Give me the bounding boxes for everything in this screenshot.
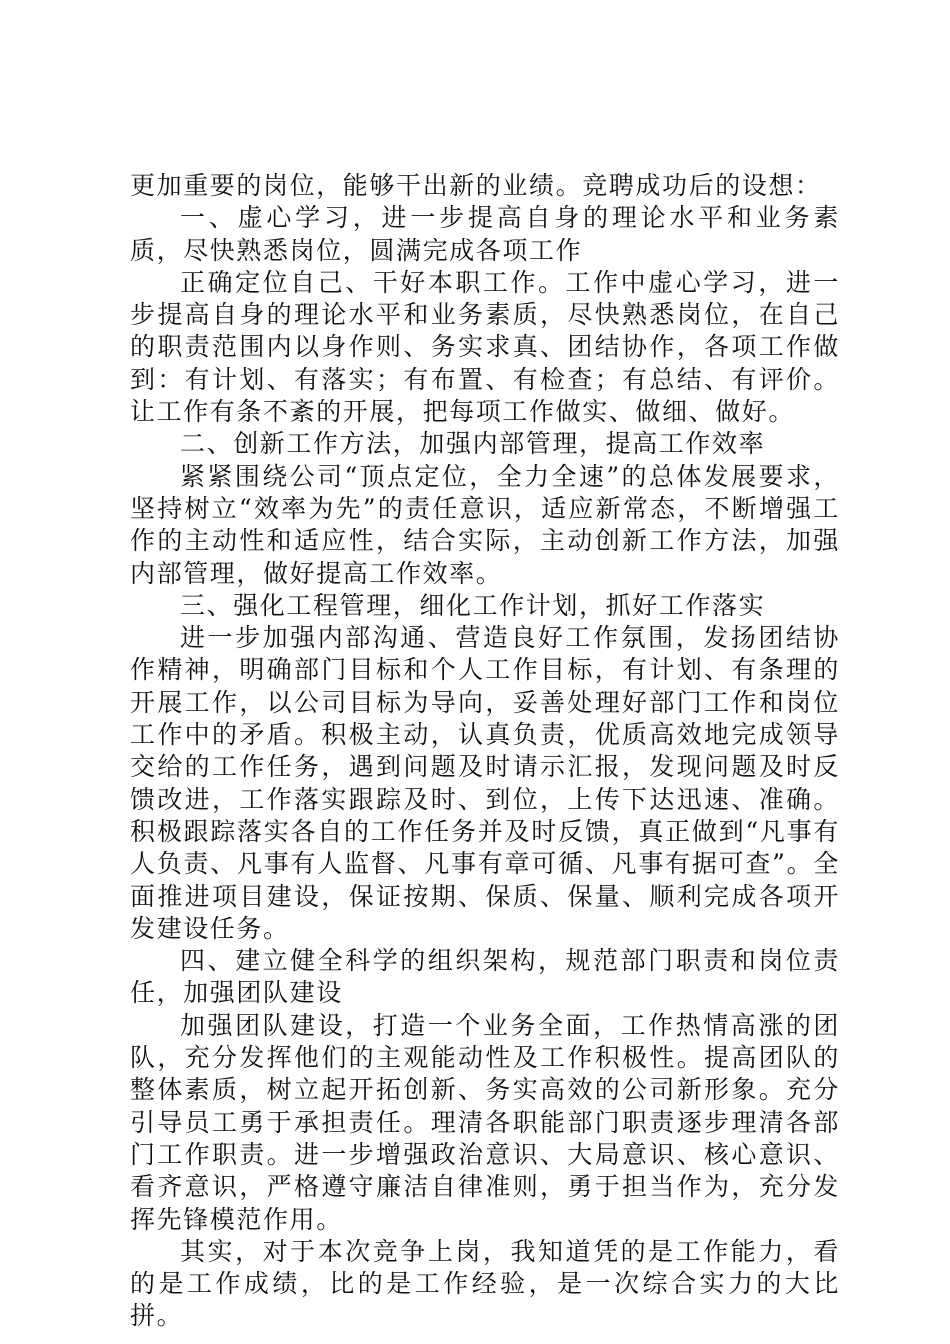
paragraph-intro: 更加重要的岗位，能够干出新的业绩。竞聘成功后的设想： — [130, 171, 822, 200]
paragraph-section-1: 正确定位自己、干好本职工作。工作中虚心学习，进一步提高自身的理论水平和业务素质，尽快熟悉岗位，在自己的职责范围内以身作则、务实求真、团结协作，各项工作做到：有计划、有落实；有布置、有检查；有总结、有评价。让工作有条不紊的开展，把每项工作做实、做细、做好。 — [130, 267, 840, 427]
document-body — [130, 170, 840, 1333]
paragraph-section-2: 紧紧围绕公司“顶点定位，全力全速”的总体发展要求，坚持树立“效率为先”的责任意识，适应新常态，不断增强工作的主动性和适应性，结合实际，主动创新工作方法，加强内部管理，做好提高工作效率。 — [130, 461, 840, 588]
section-heading-4: 四、建立健全科学的组织架构，规范部门职责和岗位责任，加强团队建设 — [130, 946, 840, 1008]
paragraph-section-3: 进一步加强内部沟通、营造良好工作氛围，发扬团结协作精神，明确部门目标和个人工作目标，有计划、有条理的开展工作，以公司目标为导向，妥善处理好部门工作和岗位工作中的矛盾。积极主动，认真负责，优质高效地完成领导交给的工作任务，遇到问题及时请示汇报，发现问题及时反馈改进，工作落实跟踪及时、到位，上传下达迅速、准确。积极跟踪落实各自的工作任务并及时反馈，真正做到“凡事有人负责、凡事有人监督、凡事有章可循、凡事有据可查”。全面推进项目建设，保证按期、保质、保量、顺利完成各项开发建设任务。 — [130, 623, 840, 943]
paragraph-closing: 其实，对于本次竞争上岗，我知道凭的是工作能力，看的是工作成绩，比的是工作经验，是一次综合实力的大比拼。 — [130, 1236, 840, 1331]
section-heading-2: 二、创新工作方法，加强内部管理，提高工作效率 — [180, 429, 766, 459]
paragraph-section-4: 加强团队建设，打造一个业务全面，工作热情高涨的团队，充分发挥他们的主观能动性及工作积极性。提高团队的整体素质，树立起开拓创新、务实高效的公司新形象。充分引导员工勇于承担责任。理清各职能部门职责逐步理清各部门工作职责。进一步增强政治意识、大局意识、核心意识、看齐意识，严格遵守廉洁自律准则，勇于担当作为，充分发挥先锋模范作用。 — [130, 1010, 840, 1234]
section-heading-1: 一、虚心学习，进一步提高自身的理论水平和业务素质，尽快熟悉岗位，圆满完成各项工作 — [130, 203, 840, 265]
section-heading-3: 三、强化工程管理，细化工作计划，抓好工作落实 — [180, 590, 766, 620]
